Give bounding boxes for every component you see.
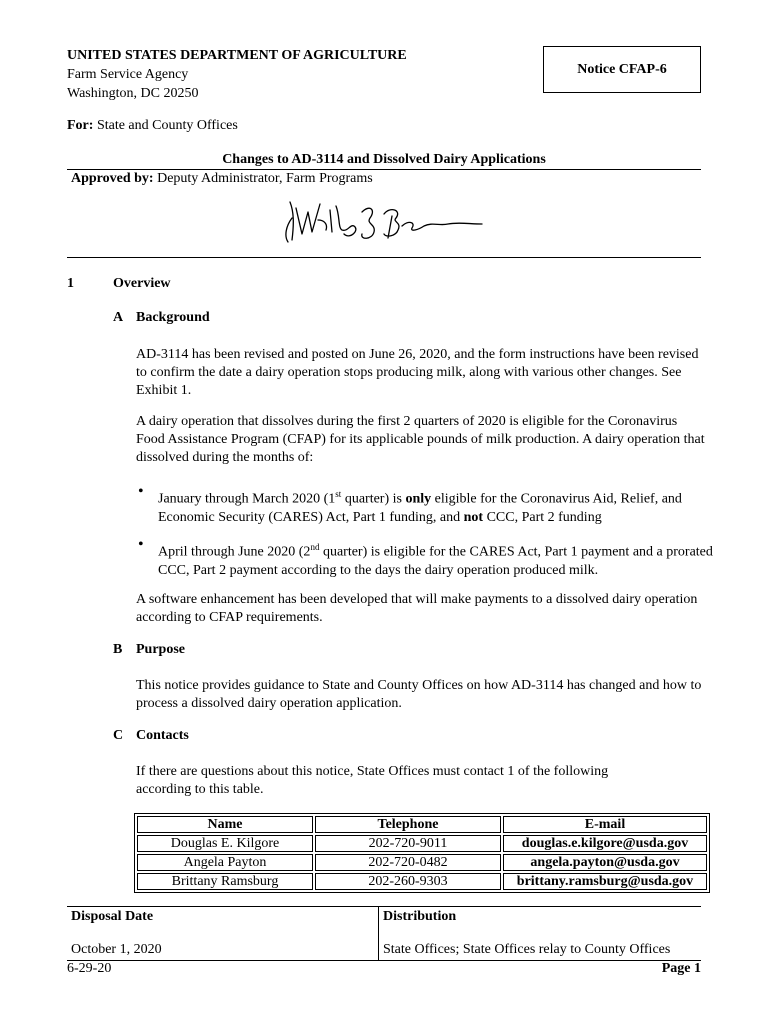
signature (280, 190, 490, 250)
agency-address: Washington, DC 20250 (67, 86, 199, 101)
footer-divider (378, 906, 379, 961)
table-row (137, 835, 707, 852)
distribution-value: State Offices; State Offices relay to County Offices (383, 942, 671, 957)
disposal-date-label: Disposal Date (71, 909, 154, 924)
bullet-icon: • (138, 483, 144, 500)
contact-telephone: 202-720-9011 (315, 835, 501, 852)
contact-email[interactable]: brittany.ramsburg@usda.gov (503, 873, 707, 890)
approved-line (71, 171, 373, 187)
approved-value: Deputy Administrator, Farm Programs (157, 171, 373, 186)
contact-name: Brittany Ramsburg (137, 873, 313, 890)
contact-telephone: 202-260-9303 (315, 873, 501, 890)
contact-telephone: 202-720-0482 (315, 854, 501, 871)
table-row (137, 873, 707, 890)
background-paragraph-1: AD-3114 has been revised and posted on June 26, 2020, and the form instructions have been revised to confirm the date a dairy operation stops producing milk, along with various other changes. See Exhibit 1. (136, 347, 699, 398)
page-number: Page 1 (661, 961, 701, 976)
agency-division: Farm Service Agency (67, 67, 189, 82)
bullet-icon: • (138, 536, 144, 553)
notice-id: Notice CFAP-6 (577, 61, 667, 77)
distribution-label: Distribution (383, 909, 457, 924)
disposal-date-value: October 1, 2020 (71, 942, 162, 957)
contact-email[interactable]: douglas.e.kilgore@usda.gov (503, 835, 707, 852)
table-header-row (137, 816, 707, 833)
for-label: For: (67, 118, 94, 133)
section-heading: Overview (113, 276, 171, 291)
agency-name: UNITED STATES DEPARTMENT OF AGRICULTURE (67, 48, 407, 63)
table-row (137, 854, 707, 871)
for-line (67, 118, 238, 134)
footer-top-rule (67, 906, 701, 907)
contacts-paragraph: If there are questions about this notice, State Offices must contact 1 of the following according to this table. (136, 764, 609, 797)
subsection-b-heading: Purpose (136, 642, 185, 657)
bullet-item-q2: April through June 2020 (2nd quarter) is eligible for the CARES Act, Part 1 payment and a prorated CCC, Part 2 payment according to the days the dairy operation produced milk. (158, 542, 713, 578)
background-paragraph-2: A dairy operation that dissolves during the first 2 quarters of 2020 is eligible for the Coronavirus Food Assistance Program (CFAP) for its applicable pounds of milk production. A dairy operation that dissolved during the months of: (136, 414, 705, 465)
subsection-c-heading: Contacts (136, 728, 189, 743)
header-rule (67, 257, 701, 258)
notice-title: Changes to AD-3114 and Dissolved Dairy Applications (222, 152, 546, 167)
contact-name: Douglas E. Kilgore (137, 835, 313, 852)
notice-id-box (543, 46, 701, 93)
footer-date: 6-29-20 (67, 961, 112, 976)
purpose-paragraph: This notice provides guidance to State and County Offices on how AD-3114 has changed and how to process a dissolved dairy operation application. (136, 678, 702, 711)
column-header-email: E-mail (503, 816, 707, 833)
bullet-item-q1: January through March 2020 (1st quarter) is only eligible for the Coronavirus Aid, Relief, and Economic Security (CARES) Act, Part 1 funding, and not CCC, Part 2 funding (158, 489, 682, 525)
subsection-c-letter: C (113, 728, 124, 743)
subsection-a-heading: Background (136, 310, 210, 325)
column-header-telephone: Telephone (315, 816, 501, 833)
section-number: 1 (67, 276, 74, 291)
contacts-table (134, 813, 710, 893)
background-paragraph-3: A software enhancement has been developed that will make payments to a dissolved dairy operation according to CFAP requirements. (136, 592, 698, 625)
contact-email[interactable]: angela.payton@usda.gov (503, 854, 707, 871)
contact-name: Angela Payton (137, 854, 313, 871)
subsection-a-letter: A (113, 310, 124, 325)
title-rule (67, 169, 701, 170)
subsection-b-letter: B (113, 642, 123, 657)
column-header-name: Name (137, 816, 313, 833)
approved-label: Approved by: (71, 171, 154, 186)
for-value: State and County Offices (96, 118, 238, 133)
